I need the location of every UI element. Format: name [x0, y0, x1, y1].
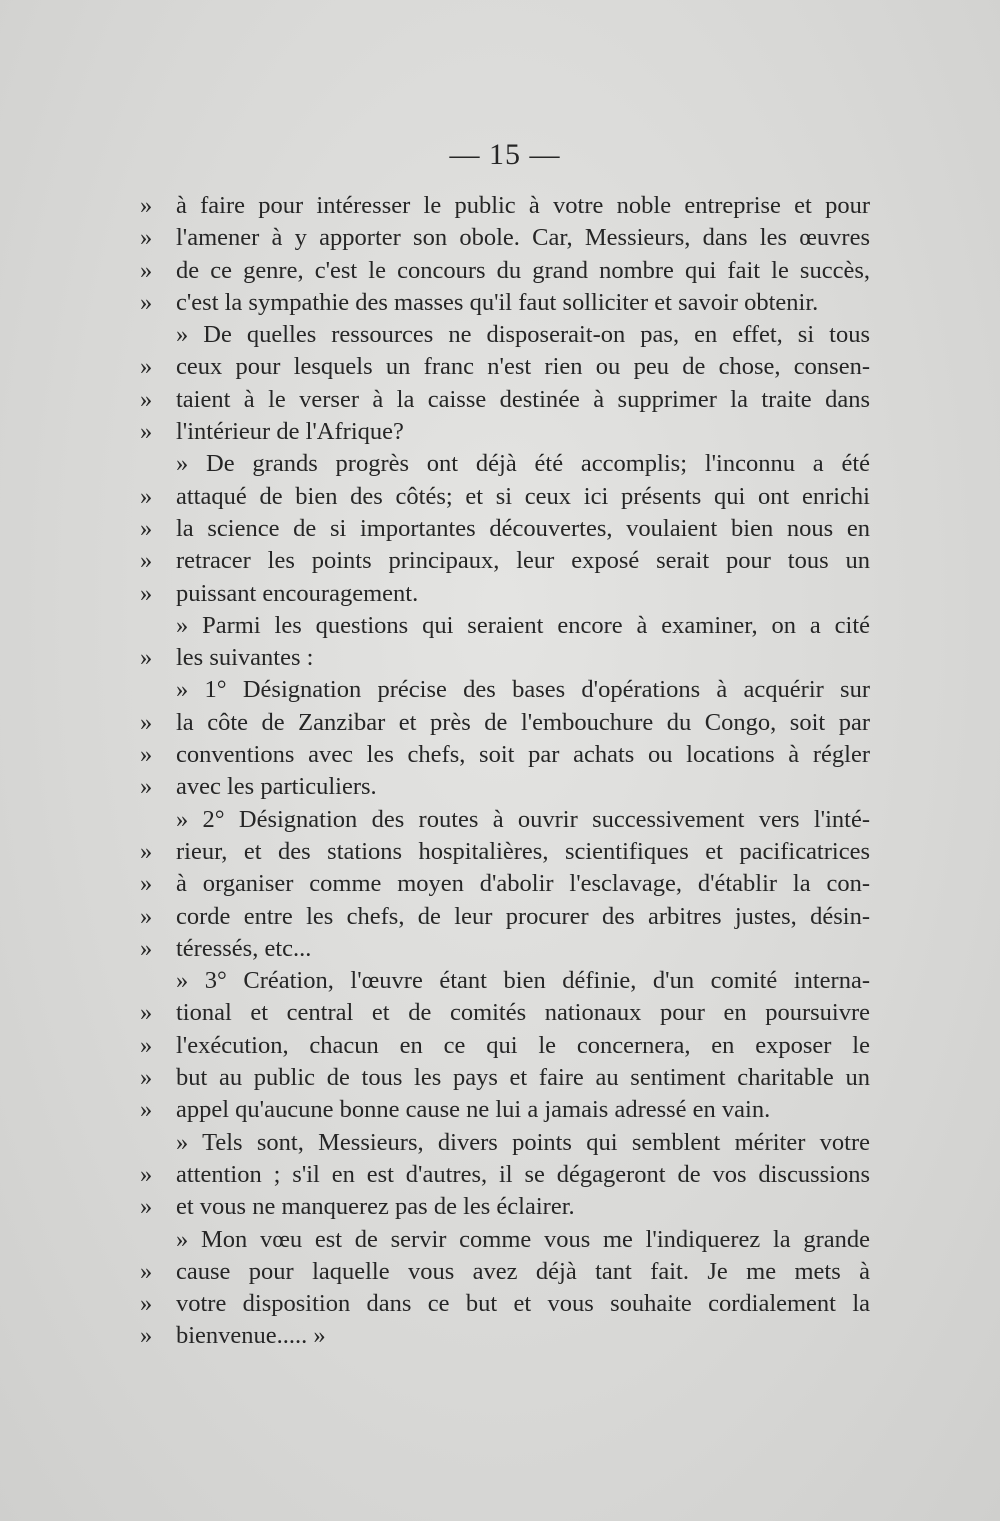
- quote-mark: »: [140, 708, 153, 736]
- text-line: [140, 642, 870, 674]
- text-line: [140, 610, 870, 642]
- quote-mark: »: [140, 482, 153, 510]
- text-line: [140, 1127, 870, 1159]
- line-text: attention ; s'il en est d'autres, il se dégageront de vos discussions: [176, 1160, 870, 1188]
- text-line: [140, 739, 870, 771]
- text-line: [140, 1191, 870, 1223]
- quote-mark: »: [140, 547, 153, 575]
- text-line: [140, 222, 870, 254]
- quote-mark: »: [140, 1290, 153, 1318]
- quote-mark: »: [140, 1322, 153, 1350]
- line-text: conventions avec les chefs, soit par achats ou locations à régler: [176, 741, 870, 769]
- quote-mark: »: [140, 385, 153, 413]
- line-text: » 2° Désignation des routes à ouvrir successivement vers l'inté-: [176, 805, 870, 833]
- text-line: [140, 1159, 870, 1191]
- text-line: [140, 933, 870, 965]
- quote-mark: »: [140, 514, 153, 542]
- line-text: retracer les points principaux, leur exposé serait pour tous un: [176, 547, 870, 575]
- text-line: [140, 674, 870, 706]
- text-line: [140, 1320, 870, 1352]
- text-line: [140, 1030, 870, 1062]
- text-line: [140, 545, 870, 577]
- line-text: tional et central et de comités nationaux pour en poursuivre: [176, 999, 870, 1027]
- quote-mark: »: [140, 837, 153, 865]
- text-line: [140, 287, 870, 319]
- quote-mark: »: [140, 773, 153, 801]
- line-text: » 1° Désignation précise des bases d'opérations à acquérir sur: [176, 676, 870, 704]
- quote-mark: »: [140, 1160, 153, 1188]
- quote-mark: »: [140, 418, 153, 446]
- text-line: [140, 190, 870, 222]
- line-text: cause pour laquelle vous avez déjà tant fait. Je me mets à: [176, 1257, 870, 1285]
- text-line: [140, 804, 870, 836]
- text-line: [140, 1224, 870, 1256]
- text-line: [140, 513, 870, 545]
- text-line: [140, 255, 870, 287]
- quote-mark: »: [140, 1257, 153, 1285]
- text-line: [140, 351, 870, 383]
- line-text: bienvenue..... »: [176, 1322, 326, 1350]
- text-line: [140, 448, 870, 480]
- line-text: attaqué de bien des côtés; et si ceux ici présents qui ont enrichi: [176, 482, 870, 510]
- line-text: puissant encouragement.: [176, 579, 419, 607]
- line-text: les suivantes :: [176, 644, 314, 672]
- page-number: — 15 —: [449, 138, 561, 171]
- text-line: [140, 997, 870, 1029]
- quote-mark: »: [140, 353, 153, 381]
- text-line: [140, 868, 870, 900]
- line-text: l'intérieur de l'Afrique?: [176, 418, 404, 446]
- line-text: » De quelles ressources ne disposerait-on pas, en effet, si tous: [176, 321, 870, 349]
- quote-mark: »: [140, 741, 153, 769]
- text-line: [140, 1288, 870, 1320]
- line-text: l'exécution, chacun en ce qui le concernera, en exposer le: [176, 1031, 870, 1059]
- line-text: c'est la sympathie des masses qu'il faut solliciter et savoir obtenir.: [176, 288, 819, 316]
- line-text: corde entre les chefs, de leur procurer des arbitres justes, désin-: [176, 902, 870, 930]
- quote-mark: »: [140, 1193, 153, 1221]
- quote-mark: »: [140, 999, 153, 1027]
- line-text: téressés, etc...: [176, 934, 312, 962]
- line-text: » Mon vœu est de servir comme vous me l'indiquerez la grande: [176, 1225, 870, 1253]
- text-line: [140, 384, 870, 416]
- line-text: et vous ne manquerez pas de les éclairer.: [176, 1193, 575, 1221]
- text-line: [140, 836, 870, 868]
- line-text: taient à le verser à la caisse destinée à supprimer la traite dans: [176, 385, 870, 413]
- line-text: l'amener à y apporter son obole. Car, Messieurs, dans les œuvres: [176, 224, 870, 252]
- line-text: » Parmi les questions qui seraient encore à examiner, on a cité: [176, 611, 870, 639]
- line-text: but au public de tous les pays et faire au sentiment charitable un: [176, 1064, 870, 1092]
- line-text: avec les particuliers.: [176, 773, 377, 801]
- quote-mark: »: [140, 644, 153, 672]
- quote-mark: »: [140, 1031, 153, 1059]
- line-text: » 3° Création, l'œuvre étant bien définie, d'un comité interna-: [176, 967, 870, 995]
- quote-mark: »: [140, 870, 153, 898]
- quote-mark: »: [140, 579, 153, 607]
- quote-mark: »: [140, 902, 153, 930]
- quote-mark: »: [140, 192, 153, 219]
- line-text: la côte de Zanzibar et près de l'embouchure du Congo, soit par: [176, 708, 870, 736]
- line-text: à organiser comme moyen d'abolir l'esclavage, d'établir la con-: [176, 870, 870, 898]
- text-line: [140, 965, 870, 997]
- line-text: ceux pour lesquels un franc n'est rien ou peu de chose, consen-: [176, 353, 870, 381]
- quote-mark: »: [140, 224, 153, 252]
- quote-mark: »: [140, 1096, 153, 1124]
- line-text: votre disposition dans ce but et vous souhaite cordialement la: [176, 1290, 870, 1318]
- text-line: [140, 416, 870, 448]
- text-line: [140, 578, 870, 610]
- line-text: de ce genre, c'est le concours du grand nombre qui fait le succès,: [176, 256, 870, 284]
- line-text: » Tels sont, Messieurs, divers points qui semblent mériter votre: [176, 1128, 870, 1156]
- text-line: [140, 771, 870, 803]
- text-line: [140, 901, 870, 933]
- text-line: [140, 319, 870, 351]
- text-line: [140, 707, 870, 739]
- quote-mark: »: [140, 288, 153, 316]
- line-text: rieur, et des stations hospitalières, scientifiques et pacificatrices: [176, 837, 870, 865]
- text-line: [140, 481, 870, 513]
- line-text: la science de si importantes découvertes, voulaient bien nous en: [176, 514, 870, 542]
- quote-mark: »: [140, 934, 153, 962]
- body-text: [140, 190, 870, 1353]
- line-text: » De grands progrès ont déjà été accomplis; l'inconnu a été: [176, 450, 870, 478]
- text-line: [140, 1062, 870, 1094]
- line-text: appel qu'aucune bonne cause ne lui a jamais adressé en vain.: [176, 1096, 771, 1124]
- text-line: [140, 1094, 870, 1126]
- quote-mark: »: [140, 1064, 153, 1092]
- text-line: [140, 1256, 870, 1288]
- quote-mark: »: [140, 256, 153, 284]
- line-text: à faire pour intéresser le public à votre noble entreprise et pour: [176, 192, 870, 219]
